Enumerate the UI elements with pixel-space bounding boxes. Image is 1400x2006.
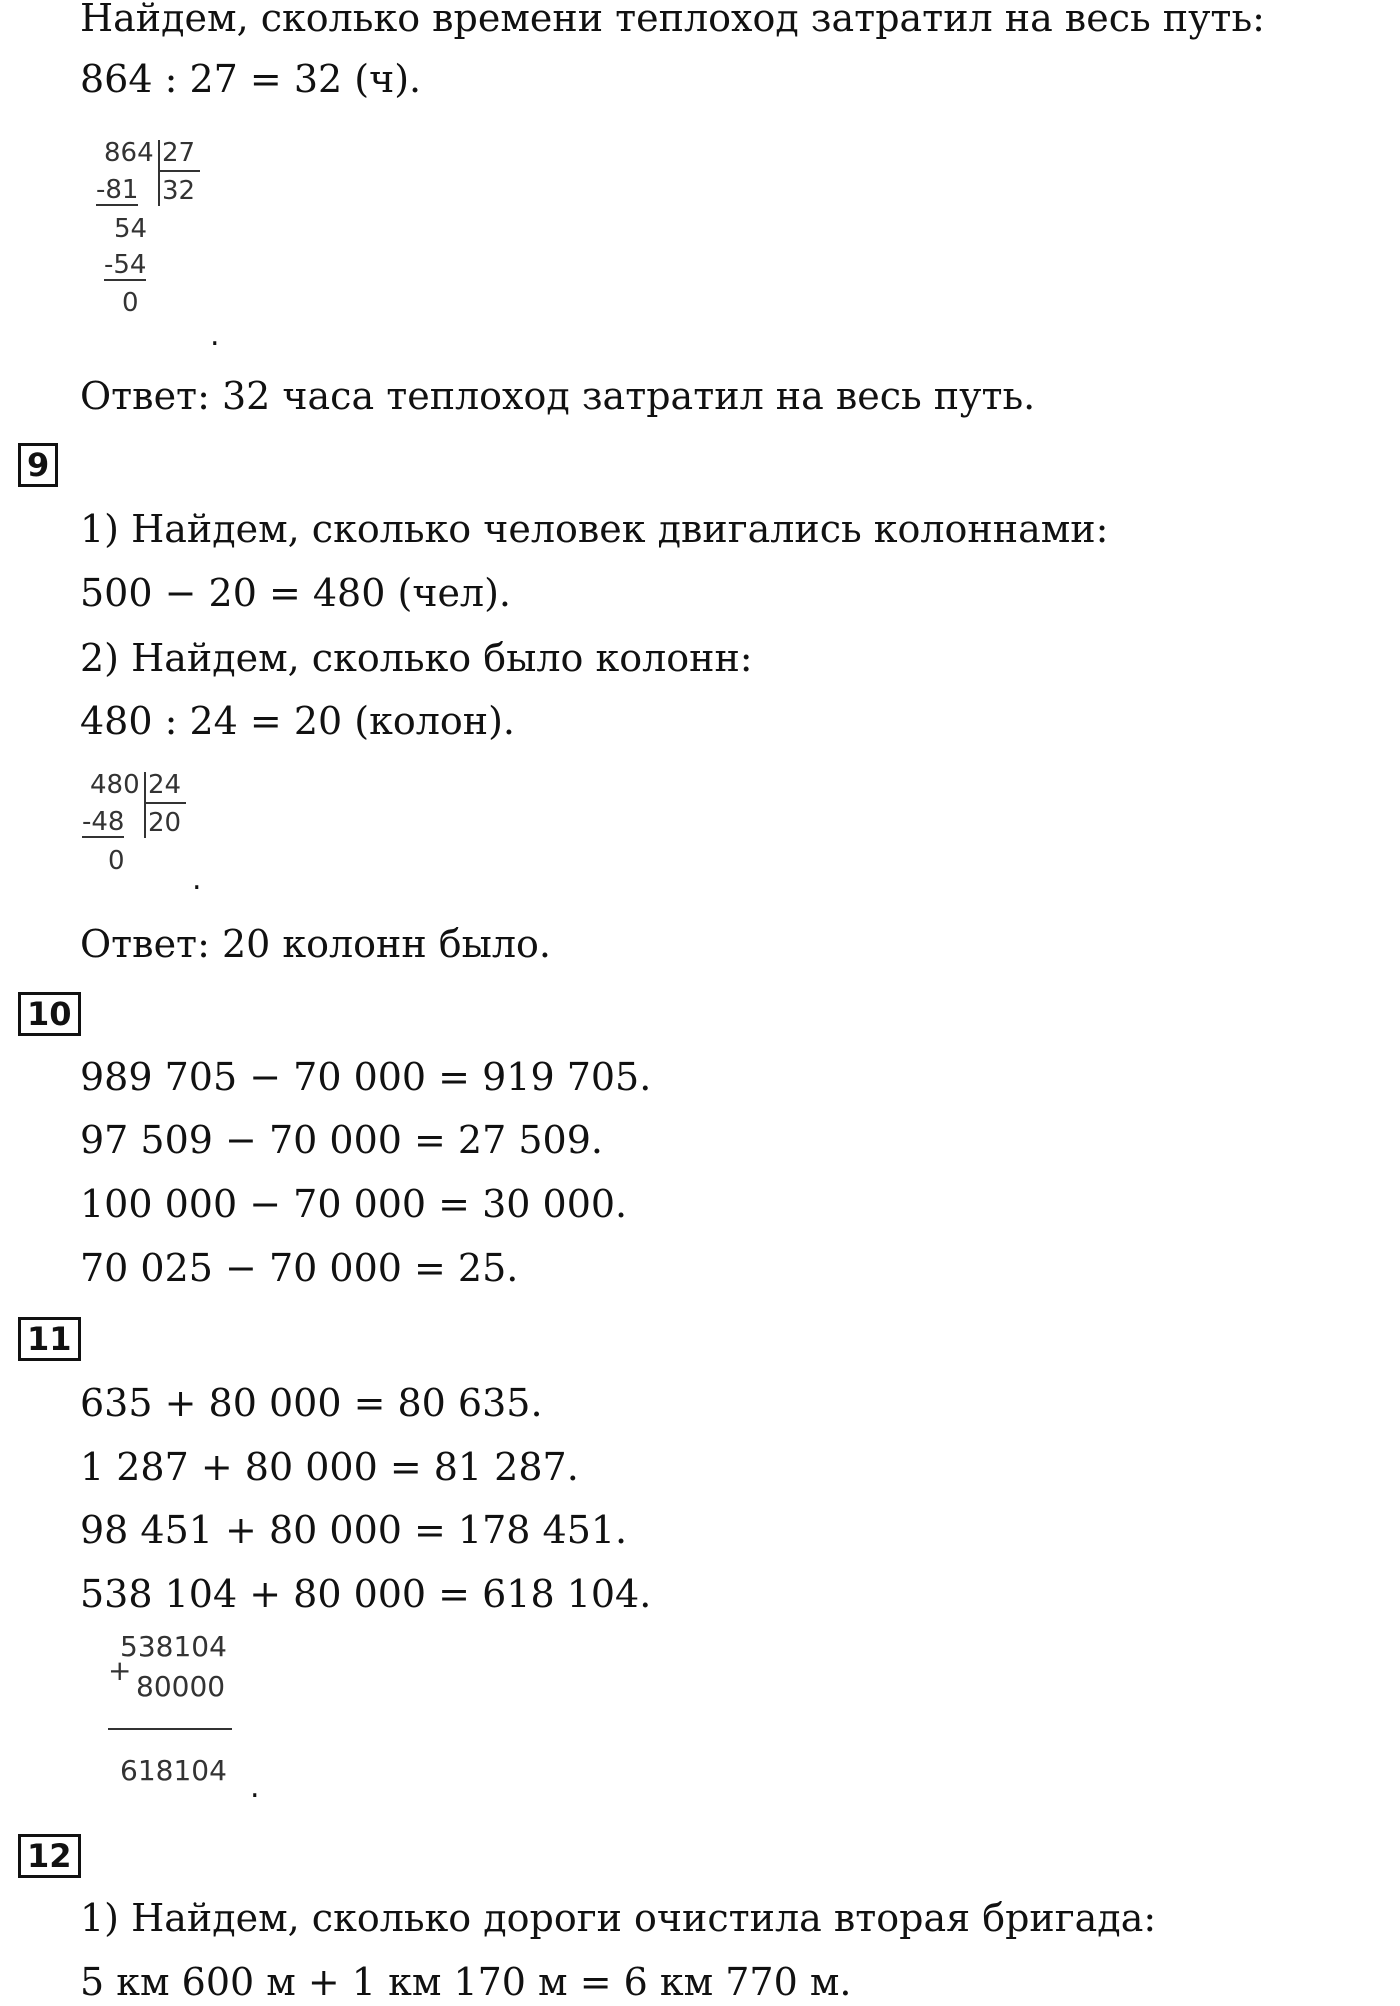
quotient: 32	[162, 176, 196, 206]
equation-line: 480 : 24 = 20 (колон).	[80, 699, 515, 743]
equation-line: 5 км 600 м + 1 км 170 м = 6 км 770 м.	[80, 1960, 852, 2004]
plus-sign: +	[108, 1654, 132, 1687]
period: .	[192, 862, 202, 897]
equation-line: 1 287 + 80 000 = 81 287.	[80, 1445, 579, 1489]
task-number-9: 9	[18, 443, 58, 487]
column-addition	[108, 1632, 248, 1792]
remainder: 0	[122, 288, 139, 318]
dividend: 864	[104, 138, 154, 168]
answer-line: Ответ: 32 часа теплоход затратил на весь путь.	[80, 374, 1036, 418]
equation-line: 500 − 20 = 480 (чел).	[80, 571, 511, 615]
sum: 618104	[120, 1754, 227, 1787]
addend: 80000	[136, 1670, 226, 1703]
equation-line: 98 451 + 80 000 = 178 451.	[80, 1508, 628, 1552]
subtrahend: -81	[96, 175, 139, 205]
sum-line	[108, 1728, 232, 1730]
divisor: 27	[162, 138, 196, 168]
remainder: 54	[114, 214, 148, 244]
division-bracket	[144, 772, 146, 838]
quotient: 20	[148, 808, 182, 838]
subtrahend: -48	[82, 807, 125, 837]
dividend: 480	[90, 770, 140, 800]
divisor: 24	[148, 770, 182, 800]
period: .	[250, 1770, 260, 1805]
long-division-864-27	[96, 138, 220, 318]
period: .	[210, 318, 220, 353]
task-number-11: 11	[18, 1317, 81, 1361]
answer-line: Ответ: 20 колонн было.	[80, 922, 551, 966]
equation-line: 70 025 − 70 000 = 25.	[80, 1246, 519, 1290]
division-bracket	[158, 140, 160, 206]
addend: 538104	[120, 1630, 227, 1663]
text-line: 1) Найдем, сколько человек двигались колоннами:	[80, 507, 1109, 551]
remainder: 0	[108, 846, 125, 876]
division-bracket	[144, 802, 186, 804]
text-line: 1) Найдем, сколько дороги очистила вторая бригада:	[80, 1896, 1157, 1940]
equation-line: 100 000 − 70 000 = 30 000.	[80, 1182, 628, 1226]
text-line: 2) Найдем, сколько было колонн:	[80, 636, 753, 680]
subtrahend: -54	[104, 250, 147, 280]
equation-line: 635 + 80 000 = 80 635.	[80, 1381, 543, 1425]
equation-line: 864 : 27 = 32 (ч).	[80, 57, 422, 101]
division-bracket	[158, 170, 200, 172]
text-line: Найдем, сколько времени теплоход затратил на весь путь:	[80, 0, 1265, 40]
task-number-10: 10	[18, 992, 81, 1036]
long-division-480-24	[82, 770, 206, 880]
equation-line: 97 509 − 70 000 = 27 509.	[80, 1118, 603, 1162]
task-number-12: 12	[18, 1834, 81, 1878]
equation-line: 989 705 − 70 000 = 919 705.	[80, 1055, 652, 1099]
equation-line: 538 104 + 80 000 = 618 104.	[80, 1572, 652, 1616]
